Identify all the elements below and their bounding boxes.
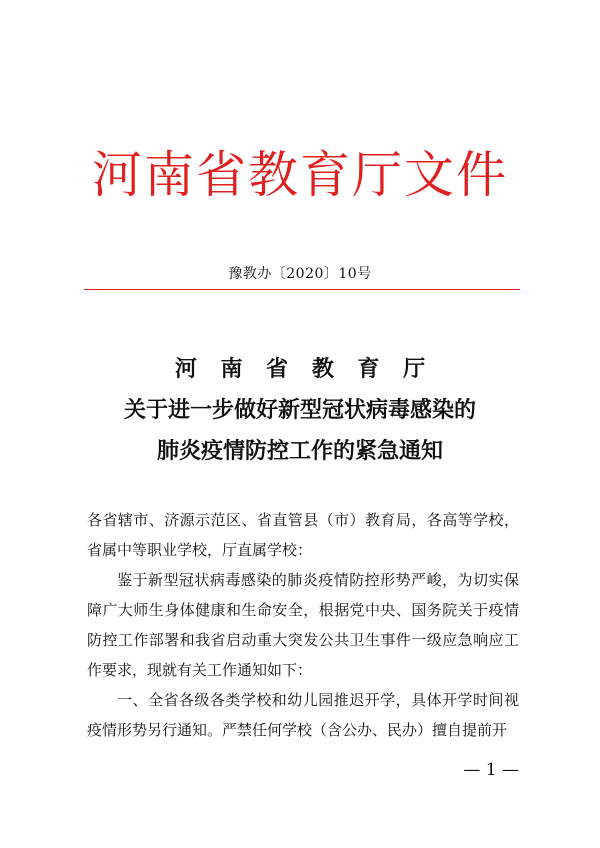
body-paragraph-1: 鉴于新型冠状病毒感染的肺炎疫情防控形势严峻，为切实保障广大师生身体健康和生命安全，根据党中央、国务院关于疫情防控工作部署和我省启动重大突发公共卫生事件一级应急响应工作要求，现就有关工作通知如下： [87,571,519,679]
document-body [87,505,519,745]
document-title [0,349,600,472]
issuer-header-title: 河南省教育厅文件 [92,146,508,204]
title-line-issuer: 河 南 省 教 育 厅 [174,356,434,382]
title-line-subject-2: 肺炎疫情防控工作的紧急通知 [156,438,443,464]
document-number: 豫教办〔2020〕10号 [228,266,372,282]
body-paragraph-2: 一、全省各级各类学校和幼儿园推迟开学，具体开学时间视疫情形势另行通知。严禁任何学校（含公办、民办）擅自提前开 [87,691,519,739]
salutation: 各省辖市、济源示范区、省直管县（市）教育局，各高等学校，省属中等职业学校，厅直属学校： [87,511,519,559]
red-separator-line [84,289,520,290]
title-line-subject-1: 关于进一步做好新型冠状病毒感染的 [123,397,476,423]
page-number: — 1 — [463,760,519,780]
